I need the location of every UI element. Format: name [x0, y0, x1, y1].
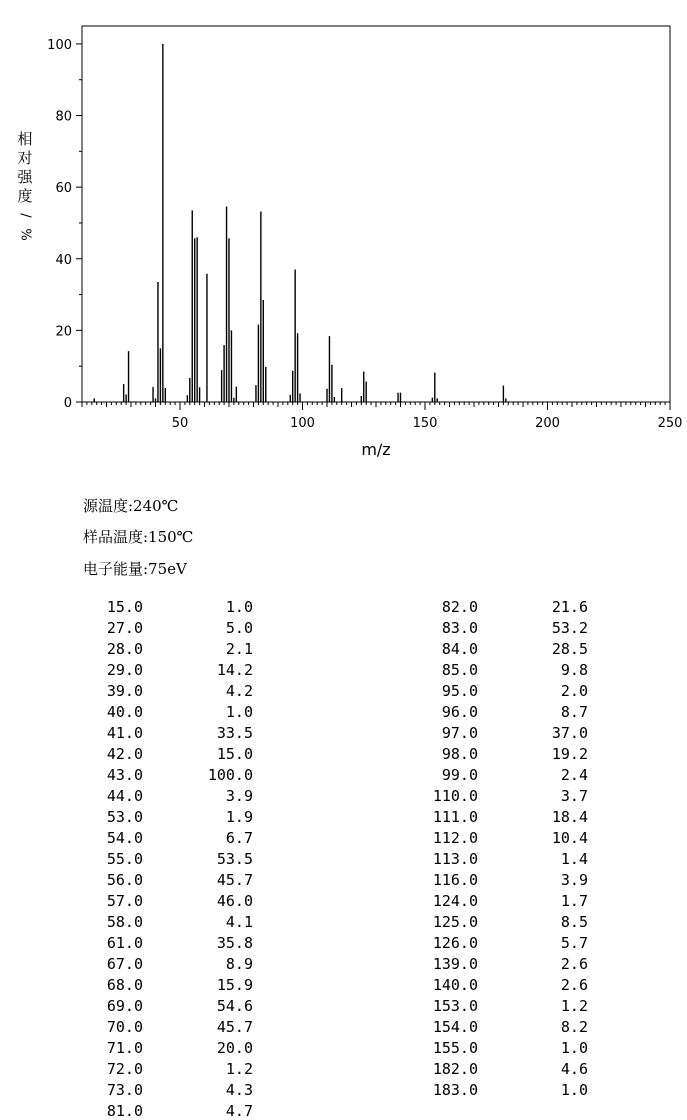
sample-temperature: 样品温度:150℃ [83, 528, 194, 546]
table-intensity-cell: 2.1 [225, 640, 253, 658]
electron-energy: 电子能量:75eV [83, 560, 187, 578]
table-mz-cell: 43.0 [106, 766, 143, 784]
y-axis-label-char: % [17, 228, 33, 241]
y-axis-label-char: / [17, 213, 33, 218]
table-intensity-cell: 53.2 [551, 619, 588, 637]
table-mz-cell: 73.0 [106, 1081, 143, 1099]
y-tick-label: 0 [63, 396, 72, 411]
table-mz-cell: 44.0 [106, 787, 143, 805]
y-axis-label-char: 强 [17, 168, 33, 186]
table-intensity-cell: 8.2 [560, 1018, 588, 1036]
y-axis-label-char: 对 [17, 149, 33, 167]
table-mz-cell: 57.0 [106, 892, 143, 910]
table-mz-cell: 15.0 [106, 598, 143, 616]
table-intensity-cell: 4.3 [225, 1081, 253, 1099]
table-mz-cell: 153.0 [432, 997, 478, 1015]
table-mz-cell: 56.0 [106, 871, 143, 889]
table-mz-cell: 82.0 [441, 598, 478, 616]
table-intensity-cell: 1.0 [560, 1039, 588, 1057]
table-mz-cell: 58.0 [106, 913, 143, 931]
table-mz-cell: 112.0 [432, 829, 478, 847]
table-mz-cell: 39.0 [106, 682, 143, 700]
table-intensity-cell: 45.7 [216, 1018, 253, 1036]
table-intensity-cell: 8.9 [225, 955, 253, 973]
table-intensity-cell: 1.2 [560, 997, 588, 1015]
y-axis-label-char: 度 [17, 187, 33, 205]
table-mz-cell: 154.0 [432, 1018, 478, 1036]
table-intensity-cell: 1.7 [560, 892, 588, 910]
table-intensity-cell: 1.4 [560, 850, 588, 868]
table-intensity-cell: 53.5 [216, 850, 253, 868]
table-mz-cell: 139.0 [432, 955, 478, 973]
table-mz-cell: 113.0 [432, 850, 478, 868]
x-tick-label: 100 [290, 416, 315, 431]
table-intensity-cell: 45.7 [216, 871, 253, 889]
x-axis [82, 402, 682, 431]
y-tick-label: 40 [55, 252, 72, 268]
table-intensity-cell: 2.4 [560, 766, 588, 784]
table-intensity-cell: 46.0 [216, 892, 253, 910]
table-mz-cell: 70.0 [106, 1018, 143, 1036]
table-intensity-cell: 4.6 [560, 1060, 588, 1078]
table-intensity-cell: 1.9 [225, 808, 253, 826]
table-mz-cell: 41.0 [106, 724, 143, 742]
table-mz-cell: 81.0 [106, 1102, 143, 1120]
table-mz-cell: 68.0 [106, 976, 143, 994]
x-tick-label: 250 [657, 416, 683, 431]
y-tick-label: 20 [55, 324, 72, 340]
table-mz-cell: 125.0 [432, 913, 478, 931]
y-tick-label: 60 [55, 181, 72, 197]
table-mz-cell: 69.0 [106, 997, 143, 1015]
table-intensity-cell: 54.6 [216, 997, 253, 1015]
table-mz-cell: 155.0 [432, 1039, 478, 1057]
table-intensity-cell: 15.0 [216, 745, 253, 763]
table-intensity-cell: 15.9 [216, 976, 253, 994]
table-intensity-cell: 1.2 [225, 1060, 253, 1078]
table-mz-cell: 126.0 [432, 934, 478, 952]
table-mz-cell: 111.0 [432, 808, 478, 826]
table-intensity-cell: 2.6 [560, 955, 588, 973]
table-intensity-cell: 5.7 [560, 934, 588, 952]
table-mz-cell: 84.0 [441, 640, 478, 658]
table-intensity-cell: 3.9 [560, 871, 588, 889]
x-tick-label: 150 [412, 416, 438, 431]
table-mz-cell: 29.0 [106, 661, 143, 679]
table-mz-cell: 40.0 [106, 703, 143, 721]
table-mz-cell: 96.0 [441, 703, 478, 721]
y-tick-label: 100 [47, 37, 72, 53]
x-tick-label: 200 [535, 416, 560, 431]
table-mz-cell: 140.0 [432, 976, 478, 994]
table-intensity-cell: 21.6 [551, 598, 588, 616]
table-intensity-cell: 18.4 [551, 808, 588, 826]
mass-spectrum-chart [0, 0, 687, 470]
table-intensity-cell: 2.6 [560, 976, 588, 994]
table-mz-cell: 182.0 [432, 1060, 478, 1078]
table-intensity-cell: 8.5 [560, 913, 588, 931]
table-intensity-cell: 20.0 [216, 1039, 253, 1057]
table-mz-cell: 54.0 [106, 829, 143, 847]
table-mz-cell: 98.0 [441, 745, 478, 763]
y-tick-label: 80 [55, 109, 72, 125]
table-mz-cell: 95.0 [441, 682, 478, 700]
table-intensity-cell: 1.0 [560, 1081, 588, 1099]
table-intensity-cell: 19.2 [551, 745, 588, 763]
table-intensity-cell: 28.5 [551, 640, 588, 658]
plot-frame [82, 26, 670, 402]
table-mz-cell: 110.0 [432, 787, 478, 805]
table-mz-cell: 116.0 [432, 871, 478, 889]
y-axis-label-char: 相 [17, 130, 33, 148]
table-intensity-cell: 2.0 [560, 682, 588, 700]
table-intensity-cell: 33.5 [216, 724, 253, 742]
table-intensity-cell: 4.2 [225, 682, 253, 700]
y-axis-label [15, 130, 35, 244]
table-intensity-cell: 6.7 [225, 829, 253, 847]
table-intensity-cell: 8.7 [560, 703, 588, 721]
table-intensity-cell: 9.8 [560, 661, 588, 679]
x-tick-label: 50 [171, 416, 189, 431]
table-intensity-cell: 35.8 [216, 934, 253, 952]
table-mz-cell: 97.0 [441, 724, 478, 742]
table-intensity-cell: 100.0 [207, 766, 253, 784]
table-mz-cell: 61.0 [106, 934, 143, 952]
table-intensity-cell: 3.7 [560, 787, 588, 805]
table-mz-cell: 99.0 [441, 766, 478, 784]
table-intensity-cell: 5.0 [225, 619, 253, 637]
table-mz-cell: 71.0 [106, 1039, 143, 1057]
x-axis-label: m/z [361, 440, 391, 459]
table-intensity-cell: 1.0 [225, 598, 253, 616]
peak-bars [94, 44, 506, 402]
table-intensity-cell: 37.0 [551, 724, 588, 742]
table-mz-cell: 27.0 [106, 619, 143, 637]
table-intensity-cell: 14.2 [216, 661, 253, 679]
table-intensity-cell: 3.9 [225, 787, 253, 805]
table-mz-cell: 42.0 [106, 745, 143, 763]
y-axis [47, 38, 82, 411]
table-intensity-cell: 1.0 [225, 703, 253, 721]
table-mz-cell: 67.0 [106, 955, 143, 973]
table-mz-cell: 85.0 [441, 661, 478, 679]
table-mz-cell: 55.0 [106, 850, 143, 868]
table-mz-cell: 28.0 [106, 640, 143, 658]
table-mz-cell: 124.0 [432, 892, 478, 910]
table-intensity-cell: 4.1 [225, 913, 253, 931]
source-temperature: 源温度:240℃ [83, 497, 179, 515]
table-mz-cell: 53.0 [106, 808, 143, 826]
table-mz-cell: 83.0 [441, 619, 478, 637]
table-intensity-cell: 4.7 [225, 1102, 253, 1120]
table-mz-cell: 72.0 [106, 1060, 143, 1078]
table-intensity-cell: 10.4 [551, 829, 588, 847]
table-mz-cell: 183.0 [432, 1081, 478, 1099]
